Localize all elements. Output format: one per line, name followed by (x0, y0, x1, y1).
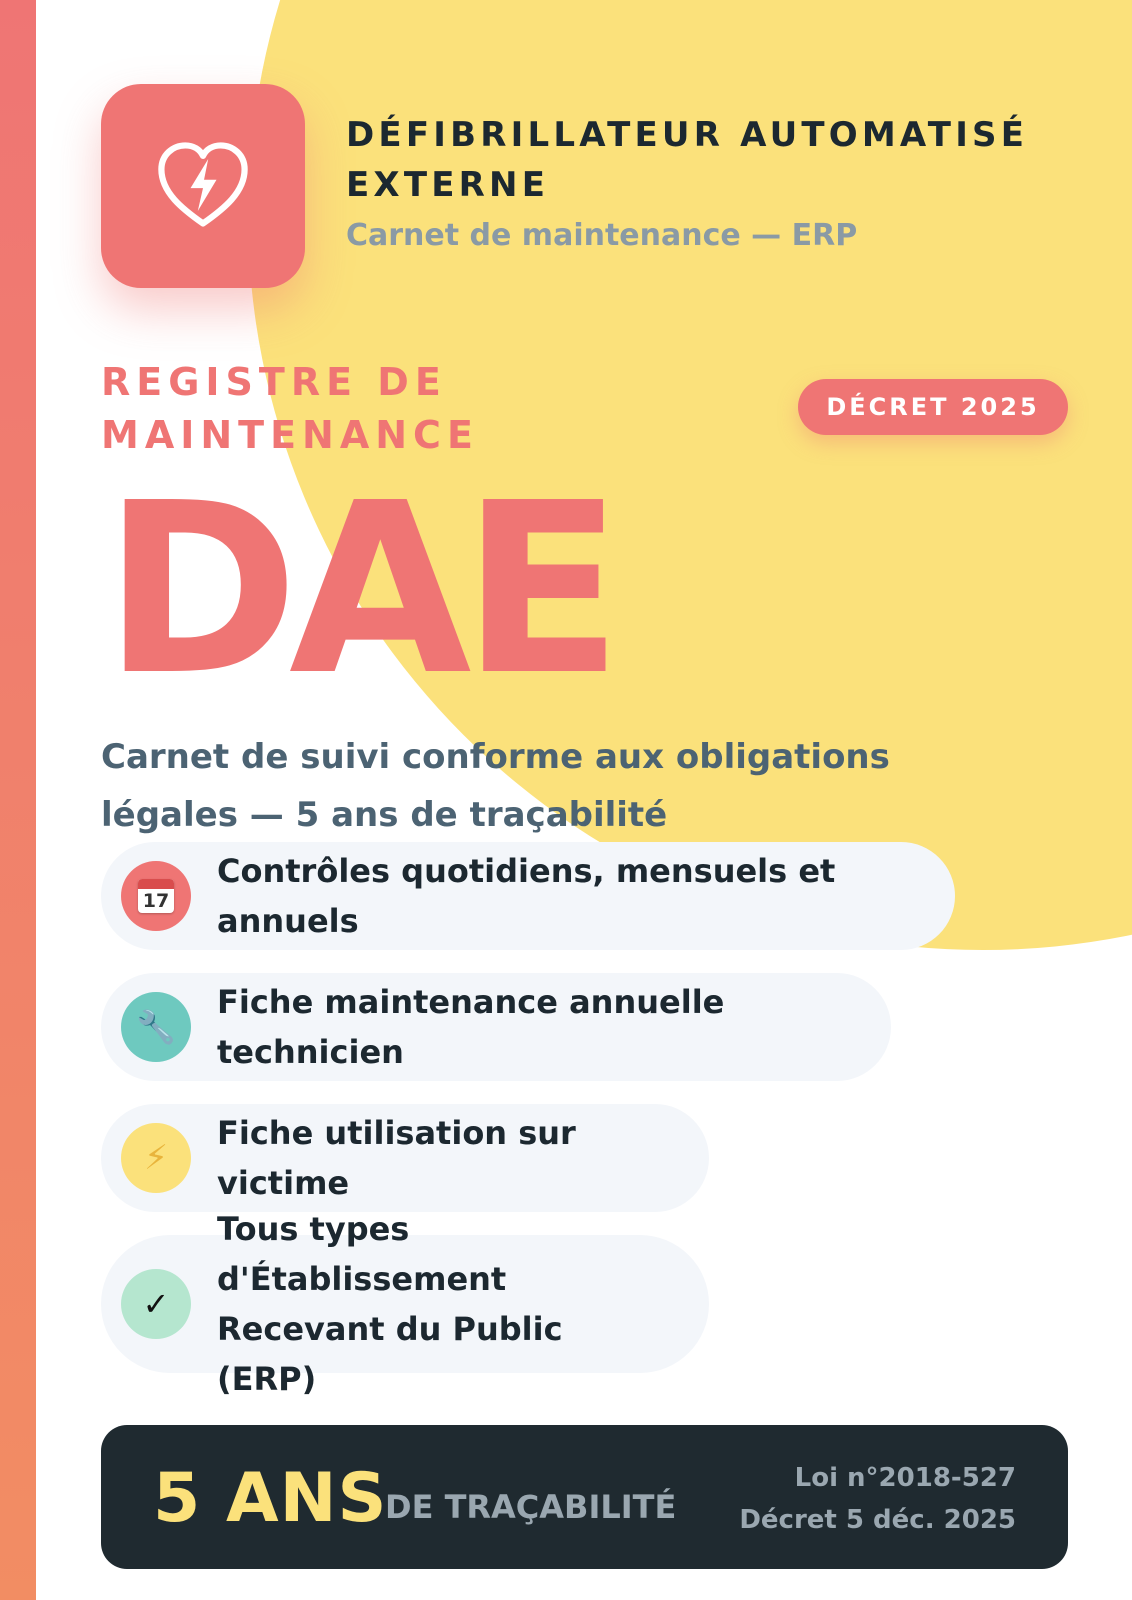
feature-label: Fiche maintenance annuelle technicien (217, 983, 725, 1071)
heart-lightning-icon (151, 134, 255, 238)
left-accent-stripe (0, 0, 36, 1600)
lead-text: Carnet de suivi conforme aux obligations légales — 5 ans de traçabilité (101, 737, 890, 835)
retention-years: 5 ANS (153, 1459, 388, 1538)
brand-icon-tile (101, 84, 305, 288)
check-icon: ✓ (121, 1269, 191, 1339)
lightning-icon: ⚡ (121, 1123, 191, 1193)
page-title: DAE (103, 452, 613, 727)
device-title: DÉFIBRILLATEUR AUTOMATISÉ EXTERNE (346, 115, 1029, 205)
feature-item (101, 1104, 709, 1212)
law-reference: Loi n°2018-527 (794, 1463, 1016, 1493)
footer-banner (101, 1425, 1068, 1569)
decree-badge: DÉCRET 2025 (798, 379, 1068, 435)
device-subtitle: Carnet de maintenance — ERP (346, 218, 858, 253)
feature-item (101, 842, 955, 950)
calendar-icon: 17 (138, 879, 174, 913)
register-eyebrow: REGISTRE DE MAINTENANCE (101, 360, 479, 457)
legal-references (739, 1457, 1016, 1541)
feature-item (101, 973, 891, 1081)
feature-label: Fiche utilisation sur victime (217, 1114, 576, 1202)
feature-label: Tous types d'Établissement Recevant du Public (ERP) (217, 1210, 563, 1398)
feature-item (101, 1210, 709, 1398)
calendar-icon-circle (121, 861, 191, 931)
feature-label: Contrôles quotidiens, mensuels et annuels (217, 852, 836, 940)
decree-reference: Décret 5 déc. 2025 (739, 1505, 1016, 1535)
retention-label: DE TRAÇABILITÉ (385, 1488, 677, 1526)
wrench-icon: 🔧 (121, 992, 191, 1062)
